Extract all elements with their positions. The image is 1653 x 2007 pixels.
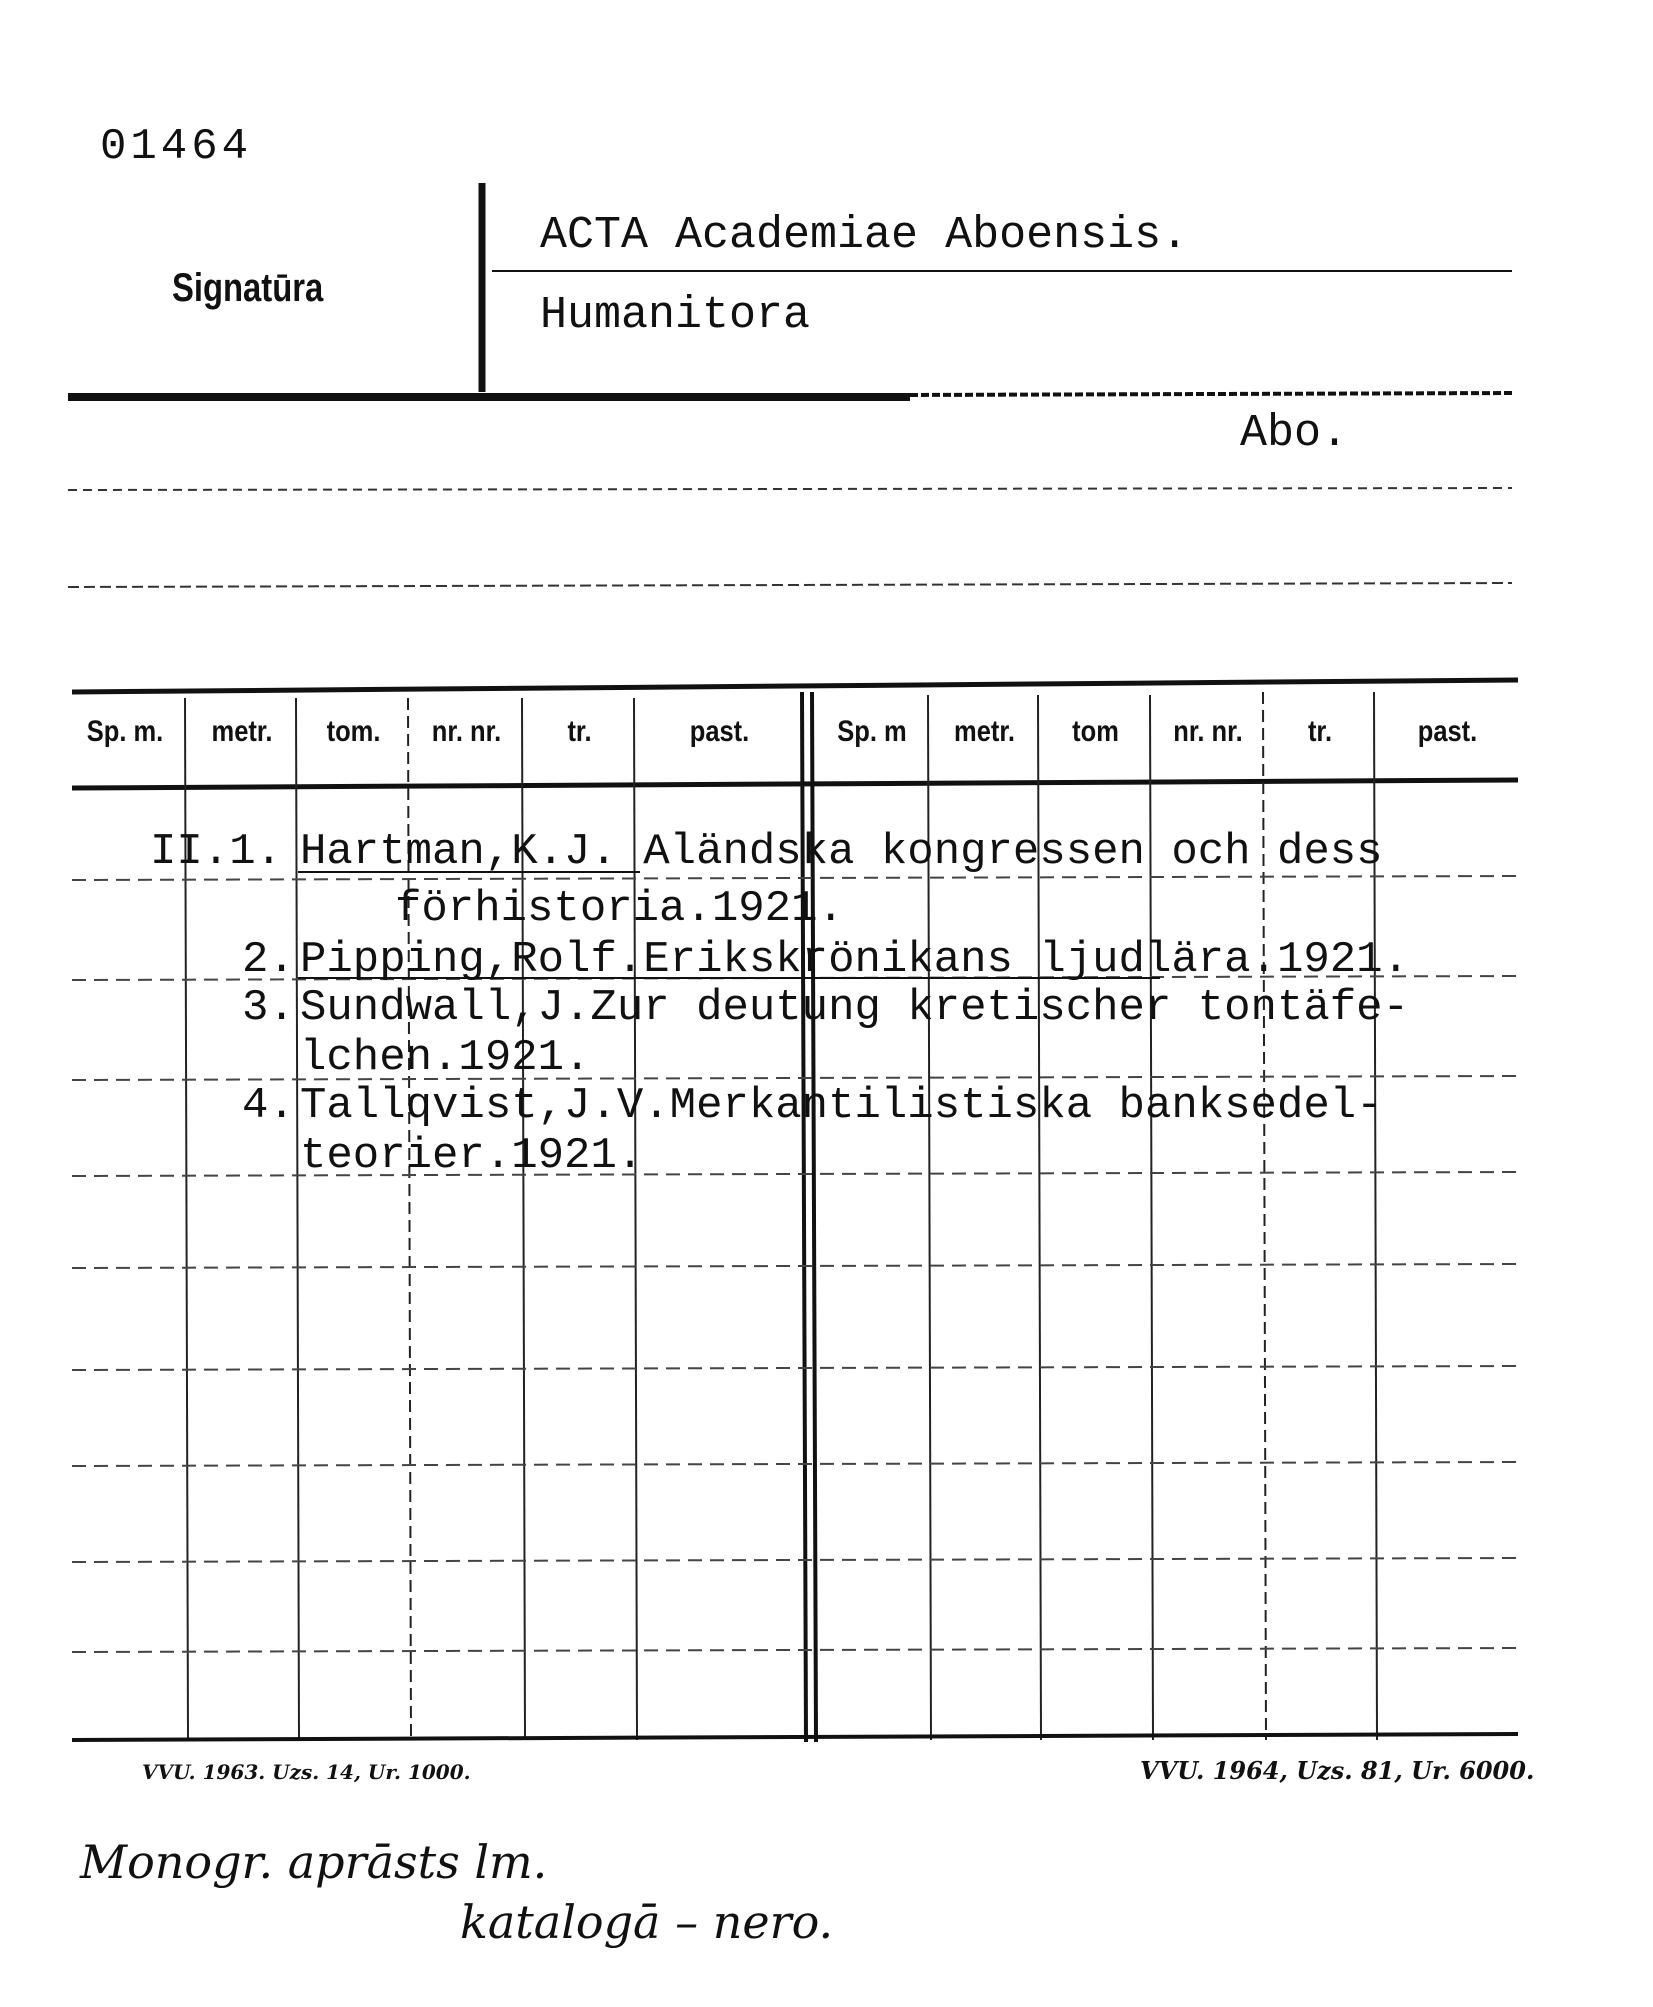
stamp-right: VVU. 1964, Uzs. 81, Ur. 6000. xyxy=(1140,1756,1535,1785)
entry-3-continuation: lchen.1921. xyxy=(300,1033,591,1083)
header-tom-right: tom xyxy=(1072,715,1119,748)
entry-3-number: 3. xyxy=(242,983,295,1033)
header-nr-nr-left: nr. nr. xyxy=(431,715,502,748)
header-sp-m-right: Sp. m xyxy=(837,715,907,748)
header-past-left: past. xyxy=(689,715,750,748)
series-title: ACTA Academiae Aboensis. xyxy=(540,210,1189,261)
header-tr-right: tr. xyxy=(1307,715,1333,748)
entry-2-text: Pipping,Rolf.Erikskrönikans ljudlära.1921. xyxy=(300,935,1409,985)
handwritten-note-line-1: Monogr. aprāsts lm. xyxy=(80,1835,548,1889)
series-subtitle: Humanitora xyxy=(540,290,811,341)
entry-4-continuation: teorier.1921. xyxy=(300,1131,644,1181)
entry-4-text: Tallqvist,J.V.Merkantilistiska banksedel- xyxy=(300,1081,1383,1131)
stamp-left: VVU. 1963. Uzs. 14, Ur. 1000. xyxy=(142,1760,471,1784)
header-tom-left: tom. xyxy=(326,715,381,748)
header-past-right: past. xyxy=(1417,715,1478,748)
entry-4-number: 4. xyxy=(242,1081,295,1131)
header-metr-left: metr. xyxy=(211,715,273,748)
signatura-label: Signatūra xyxy=(172,266,324,310)
header-nr-nr-right: nr. nr. xyxy=(1173,715,1243,748)
entry-1-text: Hartman,K.J. Aländska kongressen och dess xyxy=(300,827,1383,877)
header-tr-left: tr. xyxy=(567,715,592,748)
entry-2-number: 2. xyxy=(242,935,295,985)
header-metr-right: metr. xyxy=(954,715,1015,748)
publication-place: Abo. xyxy=(1240,408,1349,459)
entry-3-text: Sundwall,J.Zur deutung kretischer tontäfe- xyxy=(300,983,1409,1033)
header-sp-m-left: Sp. m. xyxy=(86,715,164,748)
entry-1-continuation: förhistoria.1921. xyxy=(395,884,844,934)
handwritten-note-line-2: katalogā – nero. xyxy=(460,1895,834,1949)
entry-1-number: II.1. xyxy=(150,827,283,877)
card-number: 01464 xyxy=(100,122,253,172)
